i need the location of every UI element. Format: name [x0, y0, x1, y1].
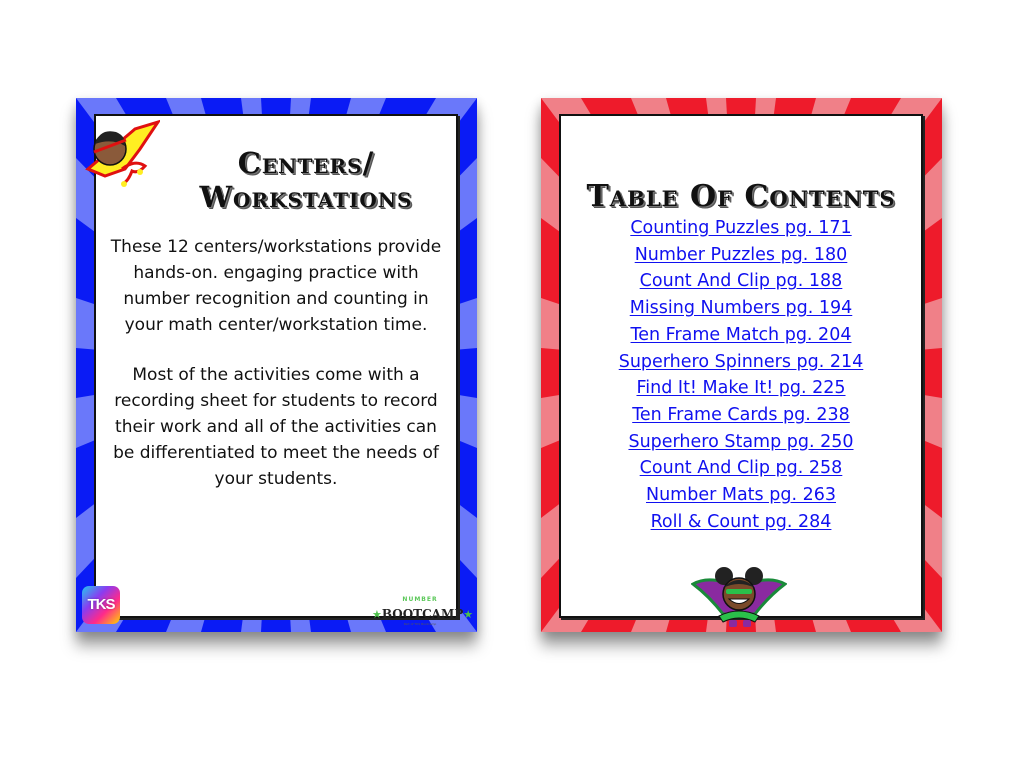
- toc-link-ten-frame-match[interactable]: Ten Frame Match pg. 204: [630, 324, 852, 345]
- toc-link-find-it-make-it[interactable]: Find It! Make It! pg. 225: [636, 378, 846, 399]
- content-panel: [559, 114, 923, 618]
- description-paragraph-2: Most of the activities come with a recording sheet for students to record their work and all of the activities can be differentiated to meet the needs of your students.: [113, 365, 439, 489]
- description-paragraph-1: These 12 centers/workstations provide hands-on. engaging practice with number recognition and counting in your math center/workstation time.: [110, 237, 442, 335]
- toc-link-missing-numbers[interactable]: Missing Numbers pg. 194: [629, 298, 853, 319]
- logo-top-text: NUMBER: [402, 596, 438, 603]
- toc-link-roll-and-count[interactable]: Roll & Count pg. 284: [650, 511, 832, 532]
- logo-main-text: BOOTCAMP: [381, 607, 464, 621]
- toc-link-counting-puzzles[interactable]: Counting Puzzles pg. 171: [630, 218, 852, 238]
- toc-link-number-puzzles[interactable]: Number Puzzles pg. 180: [634, 244, 848, 265]
- centers-workstations-card: [76, 98, 477, 632]
- superhero-boy-icon: [80, 114, 160, 194]
- star-icon: ★: [463, 608, 474, 621]
- toc-link-count-and-clip[interactable]: Count And Clip pg. 188: [639, 271, 843, 292]
- tks-logo: TKS: [82, 586, 120, 624]
- description: [108, 234, 444, 516]
- title-line-1: Centers/: [237, 146, 375, 180]
- title-line-2: Workstations: [199, 180, 413, 214]
- star-icon: ★: [372, 608, 382, 621]
- page-title: Table Of Contents: [586, 179, 896, 214]
- toc-link-superhero-stamp[interactable]: Superhero Stamp pg. 250: [628, 431, 854, 452]
- number-bootcamp-logo: [372, 596, 474, 626]
- toc-link-ten-frame-cards[interactable]: Ten Frame Cards pg. 238: [632, 404, 850, 425]
- table-of-contents-card: [541, 98, 942, 632]
- logo-tagline: Part of TKS Bootcamp: [403, 622, 437, 626]
- toc-link-superhero-spinners[interactable]: Superhero Spinners pg. 214: [618, 351, 864, 372]
- toc-link-number-mats[interactable]: Number Mats pg. 263: [646, 485, 836, 506]
- page-title: [156, 146, 456, 214]
- superhero-girl-icon: [691, 566, 787, 628]
- toc-link-count-and-clip-2[interactable]: Count And Clip pg. 258: [639, 458, 843, 479]
- table-of-contents-list: [561, 215, 921, 535]
